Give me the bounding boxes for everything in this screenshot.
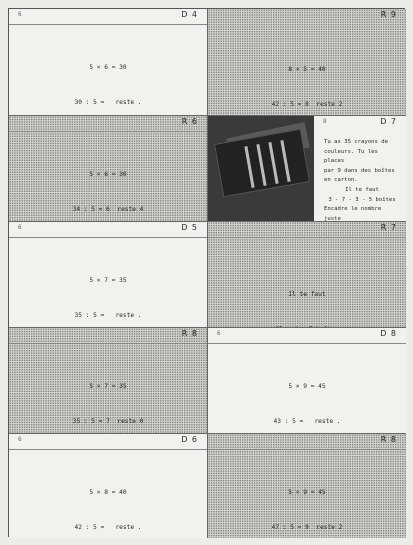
problem-need: Il te faut	[345, 186, 379, 193]
card-line: 35 : 5 = 7 reste 0	[72, 417, 144, 425]
card-line: 5 × 6 = 30	[89, 64, 127, 71]
card-r8-answers	[9, 328, 208, 434]
card-line: 42 : 5 = reste .	[74, 523, 142, 531]
card-number: 6	[18, 11, 22, 18]
card-line: 5 × 9 = 45	[288, 383, 326, 390]
card-d7	[208, 116, 406, 222]
crayon-box-photo	[208, 116, 314, 221]
card-code: D 4	[181, 10, 198, 19]
card-header	[9, 9, 207, 25]
card-header	[9, 222, 207, 238]
card-line: 42 : 5 = 8 reste 2	[271, 100, 343, 108]
problem-options: 3 - 7 - 3 - 5 boîtes	[328, 196, 396, 203]
card-r7-answers	[208, 222, 406, 328]
card-lines	[208, 41, 406, 116]
card-lines	[9, 39, 207, 116]
card-grid	[8, 8, 405, 537]
card-line: 5 × 6 = 30	[89, 171, 127, 178]
card-header	[208, 328, 406, 344]
card-line: 43 : 5 = reste .	[273, 417, 341, 425]
card-d8	[208, 328, 406, 434]
card-code: D 5	[181, 223, 198, 232]
card-header	[208, 434, 406, 450]
card-line: 47 : 5 = 9 reste 2	[271, 523, 343, 531]
card-code: R 9	[380, 10, 397, 19]
card-number: 8	[323, 118, 327, 125]
card-header	[208, 9, 406, 24]
card-number: 6	[217, 330, 221, 337]
card-r8b-answers	[208, 434, 406, 538]
card-line: Il te faut	[288, 291, 326, 298]
card-r6-answers	[9, 116, 208, 222]
card-number: 6	[18, 436, 22, 443]
card-d5	[9, 222, 208, 328]
card-d6	[9, 434, 208, 538]
card-line: 5 × 8 = 40	[89, 489, 127, 496]
problem-text	[324, 138, 400, 222]
card-code: D 6	[181, 435, 198, 444]
card-code: R 7	[380, 223, 397, 232]
card-lines	[208, 464, 406, 538]
problem-instruction: Encadre le nombre juste	[324, 206, 382, 222]
card-code: R 8	[380, 435, 397, 444]
card-code: R 6	[181, 117, 198, 126]
card-header	[314, 116, 406, 131]
card-line: 34 : 5 = 6 reste 4	[72, 205, 144, 213]
card-number: 6	[18, 224, 22, 231]
card-line: 5 × 9 = 45	[288, 489, 326, 496]
card-code: D 7	[380, 117, 397, 126]
problem-line: couleurs. Tu les places	[324, 148, 378, 165]
card-lines	[9, 252, 207, 328]
card-d4	[9, 9, 208, 116]
card-header	[9, 116, 207, 132]
card-line: 8 × 5 = 40	[288, 66, 326, 73]
card-lines	[9, 146, 207, 222]
card-header	[9, 434, 207, 450]
card-code: R 8	[181, 329, 198, 338]
problem-line: Tu as 35 crayons de	[324, 139, 388, 145]
problem-line: par 9 dans des boîtes	[324, 167, 395, 174]
card-lines	[208, 266, 406, 328]
card-header	[208, 222, 406, 238]
card-line: 5 × 7 = 35	[89, 277, 127, 284]
card-line: 5 × 7 = 35	[89, 383, 127, 390]
card-lines	[9, 464, 207, 538]
card-lines	[9, 358, 207, 434]
card-line: 30 : 5 = reste .	[74, 98, 142, 106]
card-line: 35 : 5 = reste .	[74, 311, 142, 319]
card-header	[9, 328, 207, 344]
problem-line: en carton.	[324, 177, 358, 184]
card-code: D 8	[380, 329, 397, 338]
card-r9-answers	[208, 9, 406, 116]
card-lines	[208, 358, 406, 434]
